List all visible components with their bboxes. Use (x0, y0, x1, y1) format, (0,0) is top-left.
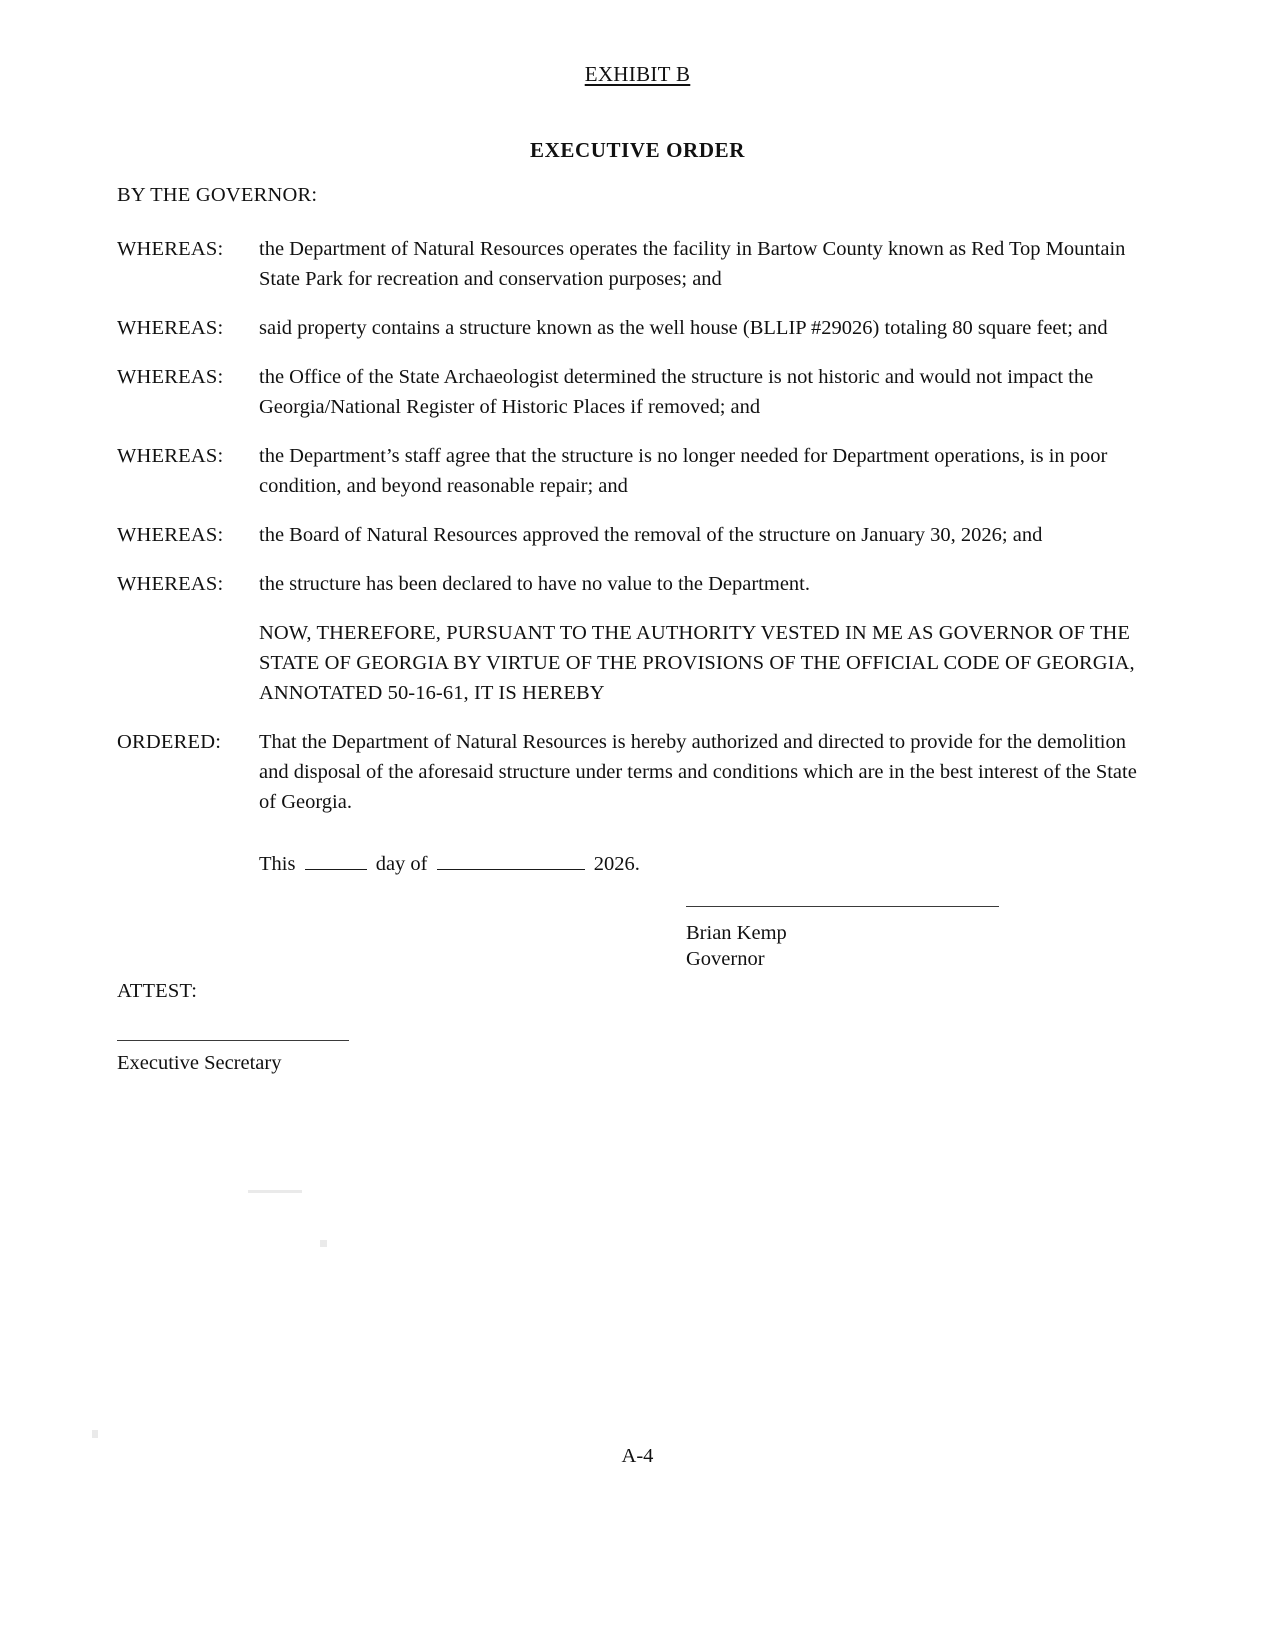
attest-signature-line[interactable] (117, 1040, 349, 1041)
governor-signature-block (686, 906, 1001, 972)
clause-label: WHEREAS: (117, 573, 224, 595)
month-blank-field[interactable] (437, 852, 585, 870)
clause-label: WHEREAS: (117, 317, 224, 339)
clause-text: the Department of Natural Resources operates the facility in Bartow County known as Red Top Mountain State Park for recreation and conservation purposes; and (259, 238, 1126, 290)
scan-artifact (320, 1240, 327, 1247)
signer-name: Brian Kemp (686, 922, 787, 944)
scan-artifact (92, 1430, 98, 1438)
signer-role: Governor (686, 948, 765, 970)
attest-label: ATTEST: (117, 980, 198, 1002)
clause-label: WHEREAS: (117, 238, 224, 260)
clause-label: WHEREAS: (117, 445, 224, 467)
clause-label: WHEREAS: (117, 524, 224, 546)
scan-artifact (248, 1190, 302, 1193)
date-middle: day of (375, 853, 428, 875)
clause-text: the Board of Natural Resources approved the removal of the structure on January 30, 2026; and (259, 524, 1043, 546)
date-line (259, 852, 640, 876)
clause-row (117, 520, 1157, 550)
attest-signer-role: Executive Secretary (117, 1052, 282, 1074)
date-year: 2026. (593, 853, 640, 875)
clause-row (117, 441, 1157, 501)
clause-row (117, 313, 1157, 343)
attest-signature-block (117, 1040, 357, 1076)
exhibit-label (0, 62, 1275, 87)
clause-row (117, 234, 1157, 294)
clause-row-ordered (117, 727, 1157, 817)
clause-text: the Office of the State Archaeologist determined the structure is not historic and would not impact the Georgia/National Register of Historic Places if removed; and (259, 366, 1094, 418)
ordered-label: ORDERED: (117, 731, 222, 753)
page-title: EXECUTIVE ORDER (530, 138, 745, 162)
page-number-footer: A-4 (621, 1445, 654, 1467)
clause-row (117, 569, 1157, 599)
clause-row-enacting (117, 618, 1157, 708)
clause-text: said property contains a structure known as the well house (BLLIP #29026) totaling 80 square feet; and (259, 317, 1108, 339)
date-prefix: This (259, 853, 296, 875)
day-blank-field[interactable] (305, 852, 367, 870)
clause-text: the structure has been declared to have no value to the Department. (259, 573, 810, 595)
signature-line[interactable] (686, 906, 999, 907)
exhibit-label-text: EXHIBIT B (584, 62, 691, 86)
clause-label: WHEREAS: (117, 366, 224, 388)
enacting-clause-text: NOW, THEREFORE, PURSUANT TO THE AUTHORITY VESTED IN ME AS GOVERNOR OF THE STATE OF GEORGIA BY VIRTUE OF THE PROVISIONS OF THE OFFICIAL CODE OF GEORGIA, ANNOTATED 50-16-61, IT IS HEREBY (259, 622, 1135, 704)
ordered-text: That the Department of Natural Resources is hereby authorized and directed to provide for the demolition and disposal of the aforesaid structure under terms and conditions which are in the best interest of the State of Georgia. (259, 731, 1137, 813)
clause-list (117, 234, 1157, 836)
preamble-label: BY THE GOVERNOR: (117, 184, 318, 206)
clause-row (117, 362, 1157, 422)
clause-text: the Department’s staff agree that the structure is no longer needed for Department operations, is in poor condition, and beyond reasonable repair; and (259, 445, 1108, 497)
